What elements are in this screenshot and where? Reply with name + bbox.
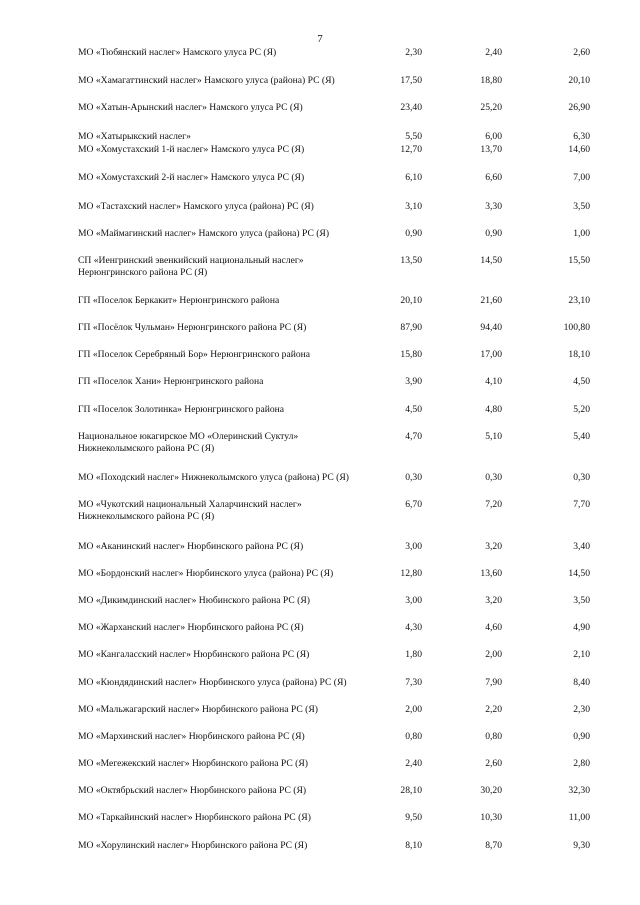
value-col-3: 26,90 <box>568 102 590 113</box>
municipality-name: СП «Иенгринский эвенкийский национальный наслег» Нерюнгринского района РС (Я) <box>78 255 304 278</box>
value-col-1: 0,30 <box>405 472 422 483</box>
value-col-2: 13,70 <box>480 144 502 155</box>
value-col-1: 0,80 <box>405 731 422 742</box>
value-col-3: 20,10 <box>568 75 590 86</box>
value-col-2: 8,70 <box>485 840 502 851</box>
value-col-1: 12,80 <box>400 568 422 579</box>
municipality-name: МО «Хатын-Арынский наслег» Намского улуса РС (Я) <box>78 102 303 113</box>
value-col-1: 4,50 <box>405 404 422 415</box>
value-col-1: 2,30 <box>405 47 422 58</box>
value-col-3: 11,00 <box>568 812 590 823</box>
municipality-name: МО «Жарханский наслег» Нюрбинского района РС (Я) <box>78 622 304 633</box>
value-col-2: 6,60 <box>485 172 502 183</box>
value-col-2: 21,60 <box>480 295 502 306</box>
value-col-3: 2,30 <box>573 704 590 715</box>
municipality-name: МО «Походский наслег» Нижнеколымского улуса (района) РС (Я) <box>78 472 349 483</box>
value-col-1: 2,00 <box>405 704 422 715</box>
value-col-3: 14,50 <box>568 568 590 579</box>
municipality-name: МО «Мархинский наслег» Нюрбинского района РС (Я) <box>78 731 305 742</box>
municipality-name: МО «Хомустахский 2-й наслег» Намского улуса РС (Я) <box>78 172 305 183</box>
municipality-name: МО «Аканинский наслег» Нюрбинского района РС (Я) <box>78 541 304 552</box>
value-col-2: 6,00 <box>485 131 502 142</box>
municipality-name: ГП «Поселок Золотинка» Нерюнгринского района <box>78 404 285 415</box>
value-col-3: 4,90 <box>573 622 590 633</box>
municipality-name: МО «Мальжагарский наслег» Нюрбинского района РС (Я) <box>78 704 318 715</box>
municipality-name: МО «Дикимдинский наслег» Нюбинского района РС (Я) <box>78 595 310 606</box>
value-col-2: 14,50 <box>480 255 502 266</box>
municipality-name: МО «Октябрьский наслег» Нюрбинского района РС (Я) <box>78 785 307 796</box>
value-col-1: 6,70 <box>405 499 422 510</box>
municipality-name: МО «Бордонский наслег» Нюрбинского улуса (района) РС (Я) <box>78 568 334 579</box>
value-col-1: 4,30 <box>405 622 422 633</box>
value-col-3: 0,90 <box>573 731 590 742</box>
value-col-3: 14,60 <box>568 144 590 155</box>
value-col-1: 3,10 <box>405 201 422 212</box>
value-col-3: 8,40 <box>573 677 590 688</box>
value-col-2: 2,60 <box>485 758 502 769</box>
value-col-2: 3,20 <box>485 541 502 552</box>
value-col-2: 4,80 <box>485 404 502 415</box>
value-col-2: 17,00 <box>480 349 502 360</box>
municipality-name: ГП «Поселок Беркакит» Нерюнгринского района <box>78 295 280 306</box>
municipality-name: МО «Таркайинский наслег» Нюрбинского района РС (Я) <box>78 812 311 823</box>
value-col-3: 6,30 <box>573 131 590 142</box>
value-col-2: 0,90 <box>485 228 502 239</box>
page-number: 7 <box>317 33 323 45</box>
municipality-name: МО «Хамагаттинский наслег» Намского улуса (района) РС (Я) <box>78 75 335 86</box>
value-col-3: 1,00 <box>573 228 590 239</box>
value-col-2: 7,20 <box>485 499 502 510</box>
value-col-3: 3,50 <box>573 201 590 212</box>
value-col-1: 2,40 <box>405 758 422 769</box>
value-col-3: 2,60 <box>573 47 590 58</box>
value-col-3: 2,10 <box>573 649 590 660</box>
value-col-1: 6,10 <box>405 172 422 183</box>
value-col-2: 30,20 <box>480 785 502 796</box>
value-col-1: 23,40 <box>400 102 422 113</box>
municipality-name: ГП «Поселок Серебряный Бор» Нерюнгринского района <box>78 349 311 360</box>
value-col-3: 4,50 <box>573 376 590 387</box>
municipality-name: МО «Хатырыкский наслег» <box>78 131 191 142</box>
value-col-3: 2,80 <box>573 758 590 769</box>
value-col-1: 3,00 <box>405 595 422 606</box>
value-col-3: 7,70 <box>573 499 590 510</box>
value-col-3: 100,80 <box>563 322 590 333</box>
value-col-1: 9,50 <box>405 812 422 823</box>
value-col-1: 17,50 <box>400 75 422 86</box>
value-col-1: 28,10 <box>400 785 422 796</box>
value-col-1: 5,50 <box>405 131 422 142</box>
municipality-name: МО «Тюбянский наслег» Намского улуса РС (Я) <box>78 47 277 58</box>
value-col-2: 0,30 <box>485 472 502 483</box>
value-col-2: 5,10 <box>485 431 502 442</box>
municipality-name: МО «Тастахский наслег» Намского улуса (района) РС (Я) <box>78 201 314 212</box>
value-col-3: 5,20 <box>573 404 590 415</box>
value-col-2: 25,20 <box>480 102 502 113</box>
municipality-name: МО «Хомустахский 1-й наслег» Намского улуса РС (Я) <box>78 144 305 155</box>
value-col-2: 4,60 <box>485 622 502 633</box>
value-col-2: 4,10 <box>485 376 502 387</box>
value-col-3: 5,40 <box>573 431 590 442</box>
municipality-name: ГП «Поселок Хани» Нерюнгринского района <box>78 376 264 387</box>
municipality-name: МО «Кюндядинский наслег» Нюрбинского улуса (района) РС (Я) <box>78 677 347 688</box>
value-col-1: 20,10 <box>400 295 422 306</box>
value-col-1: 1,80 <box>405 649 422 660</box>
value-col-2: 3,20 <box>485 595 502 606</box>
value-col-1: 8,10 <box>405 840 422 851</box>
value-col-2: 3,30 <box>485 201 502 212</box>
municipality-name: МО «Маймагинский наслег» Намского улуса (района) РС (Я) <box>78 228 330 239</box>
value-col-1: 0,90 <box>405 228 422 239</box>
value-col-3: 23,10 <box>568 295 590 306</box>
value-col-3: 7,00 <box>573 172 590 183</box>
value-col-1: 3,90 <box>405 376 422 387</box>
value-col-3: 0,30 <box>573 472 590 483</box>
value-col-2: 2,20 <box>485 704 502 715</box>
value-col-2: 2,00 <box>485 649 502 660</box>
value-col-3: 9,30 <box>573 840 590 851</box>
value-col-3: 18,10 <box>568 349 590 360</box>
value-col-3: 3,40 <box>573 541 590 552</box>
value-col-1: 7,30 <box>405 677 422 688</box>
municipality-name: МО «Чукотский национальный Халарчинский наслег» Нижнеколымского района РС (Я) <box>78 499 302 522</box>
value-col-1: 4,70 <box>405 431 422 442</box>
value-col-2: 7,90 <box>485 677 502 688</box>
value-col-2: 0,80 <box>485 731 502 742</box>
municipality-name: МО «Мегежекский наслег» Нюрбинского района РС (Я) <box>78 758 308 769</box>
value-col-2: 10,30 <box>480 812 502 823</box>
value-col-2: 2,40 <box>485 47 502 58</box>
value-col-1: 15,80 <box>400 349 422 360</box>
value-col-3: 3,50 <box>573 595 590 606</box>
municipality-name: МО «Кангаласский наслег» Нюрбинского района РС (Я) <box>78 649 310 660</box>
value-col-1: 3,00 <box>405 541 422 552</box>
value-col-1: 87,90 <box>400 322 422 333</box>
value-col-2: 18,80 <box>480 75 502 86</box>
municipality-name: МО «Хорулинский наслег» Нюрбинского района РС (Я) <box>78 840 308 851</box>
value-col-3: 15,50 <box>568 255 590 266</box>
municipality-name: Национальное юкагирское МО «Олеринский Суктул» Нижнеколымского района РС (Я) <box>78 431 299 454</box>
value-col-2: 94,40 <box>480 322 502 333</box>
value-col-1: 12,70 <box>400 144 422 155</box>
value-col-3: 32,30 <box>568 785 590 796</box>
value-col-2: 13,60 <box>480 568 502 579</box>
municipality-name: ГП «Посёлок Чульман» Нерюнгринского района РС (Я) <box>78 322 307 333</box>
value-col-1: 13,50 <box>400 255 422 266</box>
